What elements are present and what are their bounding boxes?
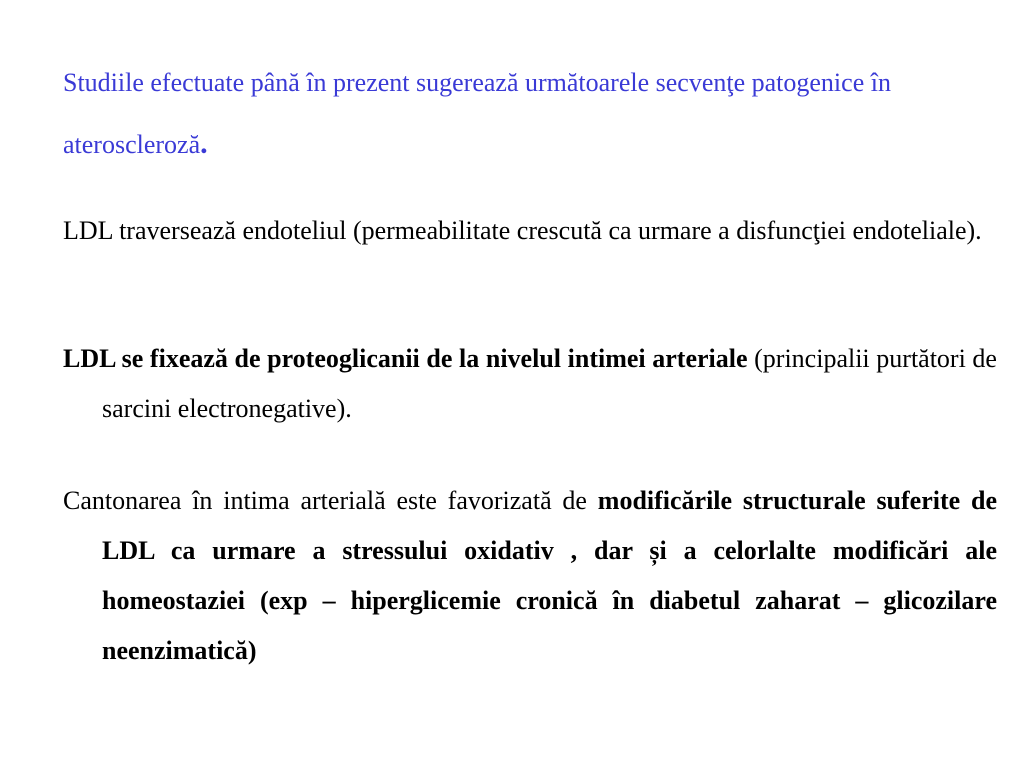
intro-heading — [63, 52, 1003, 175]
intro-end-mark: . — [200, 127, 208, 160]
paragraph-retention — [63, 476, 997, 676]
paragraph-ldl-binds — [63, 334, 997, 434]
paragraph-3-normal: Cantonarea în intima arterială este favorizată de — [63, 486, 598, 515]
paragraph-ldl-traverses — [63, 206, 997, 256]
paragraph-1-text: LDL traversează endoteliul (permeabilitate crescută ca urmare a disfuncţiei endoteliale). — [63, 216, 982, 245]
paragraph-2-bold: LDL se fixează de proteoglicanii de la nivelul intimei arteriale — [63, 344, 748, 373]
paragraph-3-bold: modificările structurale suferite de LDL ca urmare a stressului oxidativ , dar și a celorlalte modificări ale homeostaziei (exp – hiperglicemie cronică în diabetul zaharat – glicozilare neenzimatică) — [102, 486, 997, 665]
intro-text: Studiile efectuate până în prezent sugerează următoarele secvenţe patogenice în ateroscleroză — [63, 68, 891, 159]
paragraph-2-normal: (principalii purtători de sarcini electronegative). — [102, 344, 997, 423]
